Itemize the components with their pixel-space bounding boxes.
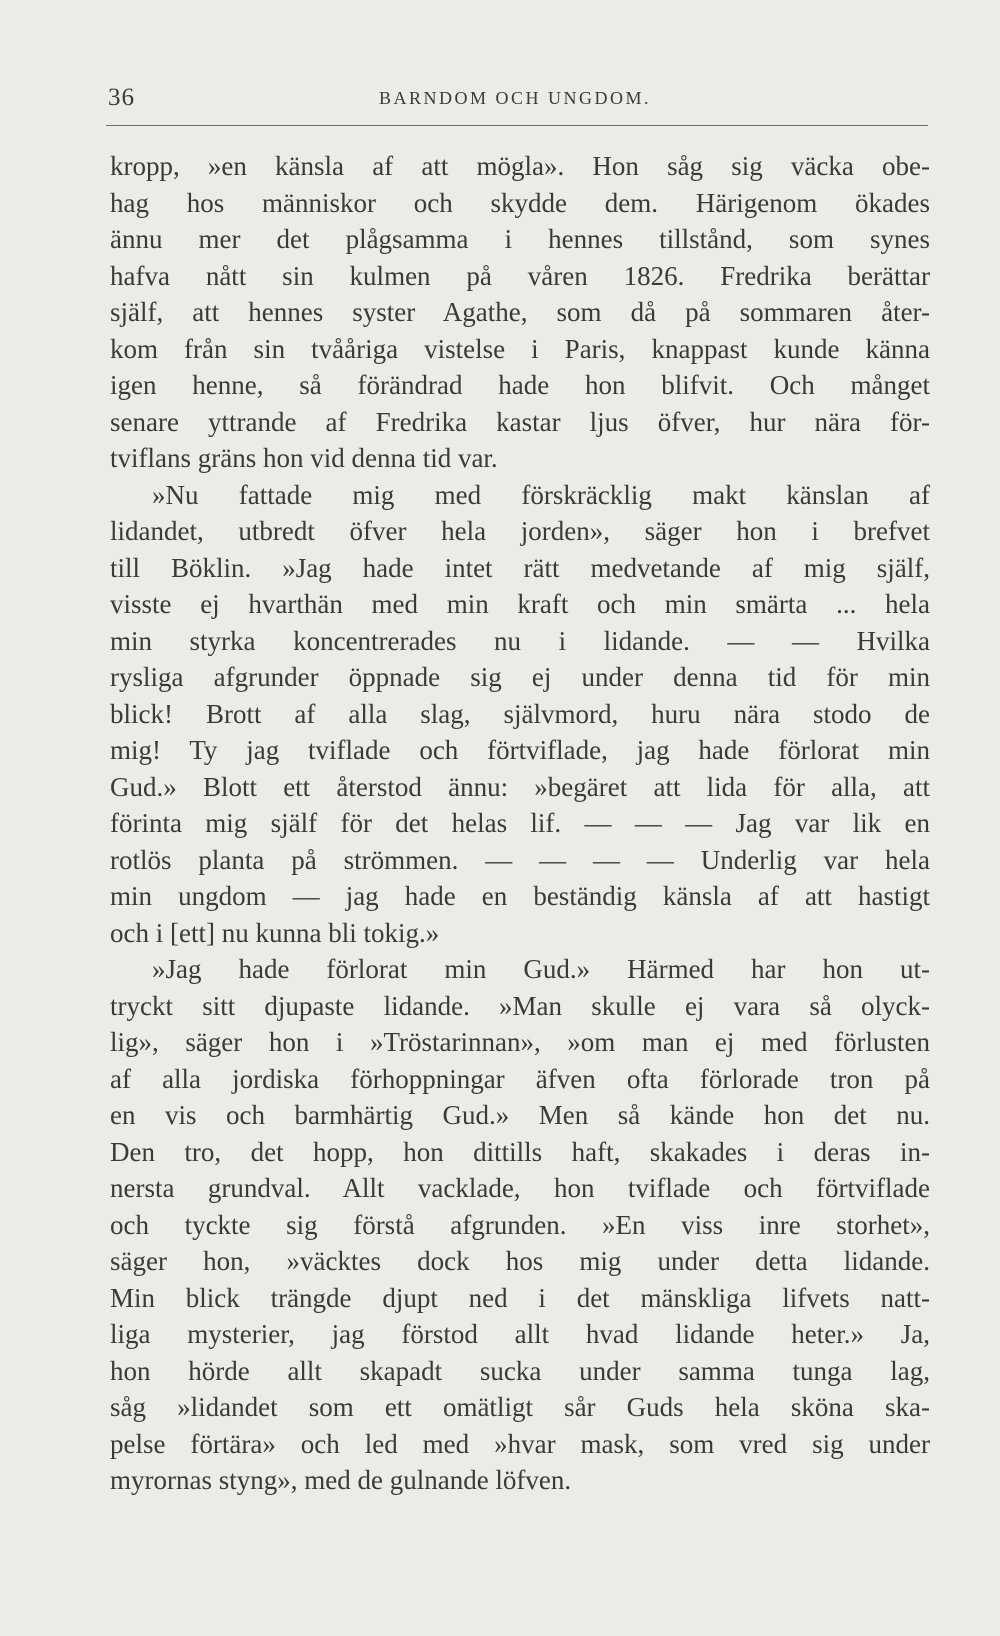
text-line: rotlös planta på strömmen. — — — — Underlig var hela [110,844,930,875]
text-line: hafva nått sin kulmen på våren 1826. Fredrika berättar [110,260,930,291]
page-number: 36 [108,84,135,111]
text-line: »Jag hade förlorat min Gud.» Härmed har hon ut- [152,954,930,984]
text-line: myrornas styng», med de gulnande löfven. [110,1465,572,1495]
text-line: liga mysterier, jag förstod allt hvad lidande heter.» Ja, [110,1319,930,1349]
text-line: ännu mer det plågsamma i hennes tillstånd, som synes [110,224,930,254]
text-line: mig! Ty jag tviflade och förtviflade, jag hade förlorat min [110,735,930,765]
text-line: min styrka koncentrerades nu i lidande. — — Hvilka [110,625,930,656]
text-line: själf, att hennes syster Agathe, som då på sommaren åter- [110,297,930,327]
text-line: säger hon, »väcktes dock hos mig under detta lidande. [110,1246,930,1276]
text-line: kom från sin tvååriga vistelse i Paris, knappast kunde känna [110,333,930,364]
text-line: blick! Brott af alla slag, självmord, huru nära stodo de [110,698,930,729]
text-line: lidandet, utbredt öfver hela jorden», säger hon i brefvet [110,516,930,546]
text-line: hag hos människor och skydde dem. Härigenom ökades [110,187,930,218]
page-header [108,78,922,118]
text-line: »Nu fattade mig med förskräcklig makt känslan af [152,479,930,510]
text-line: hon hörde allt skapadt sucka under samma tunga lag, [110,1355,930,1386]
text-line: senare yttrande af Fredrika kastar ljus öfver, hur nära för- [110,406,930,437]
text-line: igen henne, så förändrad hade hon blifvit. Och månget [110,370,930,400]
body-text [110,148,930,1499]
running-head: BARNDOM OCH UNGDOM. [378,88,652,108]
text-line: lig», säger hon i »Tröstarinnan», »om man ej med förlusten [110,1027,930,1057]
text-line: förinta mig själf för det helas lif. — — — Jag var lik en [110,808,930,838]
text-line: Min blick trängde djupt ned i det mänskliga lifvets natt- [110,1282,930,1313]
text-line: såg »lidandet som ett omätligt sår Guds hela sköna ska- [110,1392,930,1422]
text-line: rysliga afgrunder öppnade sig ej under denna tid för min [110,662,930,692]
text-line: min ungdom — jag hade en beständig känsla af att hastigt [110,881,930,911]
text-line: och i [ett] nu kunna bli tokig.» [110,917,440,948]
text-line: tviflans gräns hon vid denna tid var. [110,443,498,473]
text-line: en vis och barmhärtig Gud.» Men så kände hon det nu. [110,1100,930,1130]
text-line: tryckt sitt djupaste lidande. »Man skulle ej vara så olyck- [110,990,930,1021]
text-line: af alla jordiska förhoppningar äfven ofta förlorade tron på [110,1063,930,1094]
header-rule [106,125,928,126]
text-line: Den tro, det hopp, hon dittills haft, skakades i deras in- [110,1136,930,1167]
text-line: pelse förtära» och led med »hvar mask, som vred sig under [110,1428,930,1459]
text-line: Gud.» Blott ett återstod ännu: »begäret att lida för alla, att [110,771,930,802]
text-line: visste ej hvarthän med min kraft och min smärta ... hela [110,589,930,619]
text-line: kropp, »en känsla af att mögla». Hon såg sig väcka obe- [110,151,930,181]
text-line: nersta grundval. Allt vacklade, hon tviflade och förtviflade [110,1173,930,1203]
text-line: och tyckte sig förstå afgrunden. »En viss inre storhet», [110,1209,930,1240]
text-line: till Böklin. »Jag hade intet rätt medvetande af mig själf, [110,552,930,583]
